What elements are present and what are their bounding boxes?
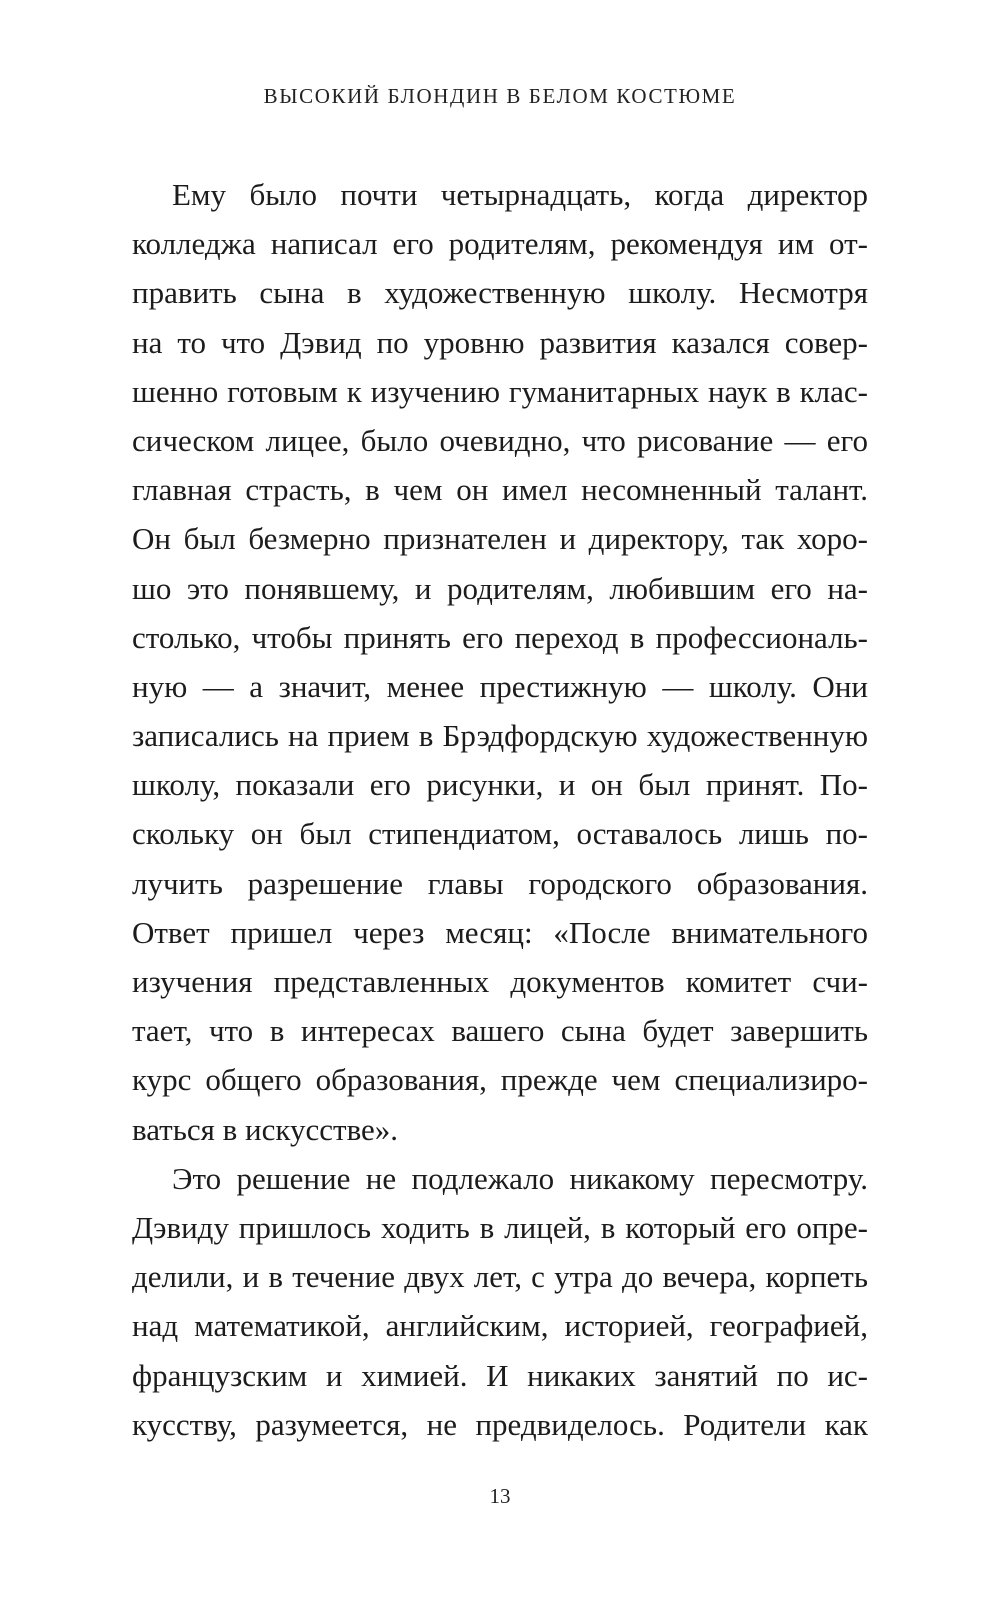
body-text [132, 170, 868, 1449]
text-line: кусству, разумеется, не предвиделось. Родители как [132, 1406, 868, 1442]
text-line: править сына в художественную школу. Несмотря [132, 275, 868, 311]
text-line: Дэвиду пришлось ходить в лицей, в который его опре- [132, 1209, 868, 1245]
text-line: столько, чтобы принять его переход в профессиональ- [132, 619, 868, 655]
text-line: колледжа написал его родителям, рекомендуя им от- [132, 226, 868, 262]
text-line: школу, показали его рисунки, и он был принят. По- [132, 767, 868, 803]
text-line: Ему было почти четырнадцать, когда директор [172, 177, 868, 212]
text-line: ваться в искусстве». [132, 1111, 399, 1147]
text-line: делили, и в течение двух лет, с утра до вечера, корпеть [132, 1259, 868, 1295]
text-line: на то что Дэвид по уровню развития казался совер- [132, 324, 868, 360]
text-line: Это решение не подлежало никакому пересмотру. [172, 1160, 868, 1196]
text-line: шо это понявшему, и родителям, любившим его на- [132, 570, 868, 606]
text-line: над математикой, английским, историей, географией, [132, 1308, 868, 1344]
text-line: Он был безмерно признателен и директору, так хоро- [132, 521, 868, 557]
text-line: шенно готовым к изучению гуманитарных наук в клас- [132, 373, 868, 409]
text-line: изучения представленных документов комитет счи- [132, 964, 868, 999]
page-number: 13 [489, 1484, 511, 1508]
text-line: курс общего образования, прежде чем специализиро- [132, 1062, 868, 1098]
text-line: сическом лицее, было очевидно, что рисование — его [132, 422, 868, 458]
text-line: Ответ пришел через месяц: «После внимательного [132, 914, 868, 950]
text-line: главная страсть, в чем он имел несомненный талант. [132, 472, 868, 508]
running-title: ВЫСОКИЙ БЛОНДИН В БЕЛОМ КОСТЮМЕ [263, 84, 737, 108]
text-line: тает, что в интересах вашего сына будет завершить [132, 1013, 868, 1049]
text-line: скольку он был стипендиатом, оставалось лишь по- [132, 816, 868, 852]
text-line: лучить разрешение главы городского образования. [132, 865, 868, 901]
text-line: французским и химией. И никаких занятий по ис- [132, 1357, 868, 1393]
text-line: ную — а значит, менее престижную — школу. Они [132, 668, 868, 704]
text-line: записались на прием в Брэдфордскую художественную [132, 718, 868, 754]
